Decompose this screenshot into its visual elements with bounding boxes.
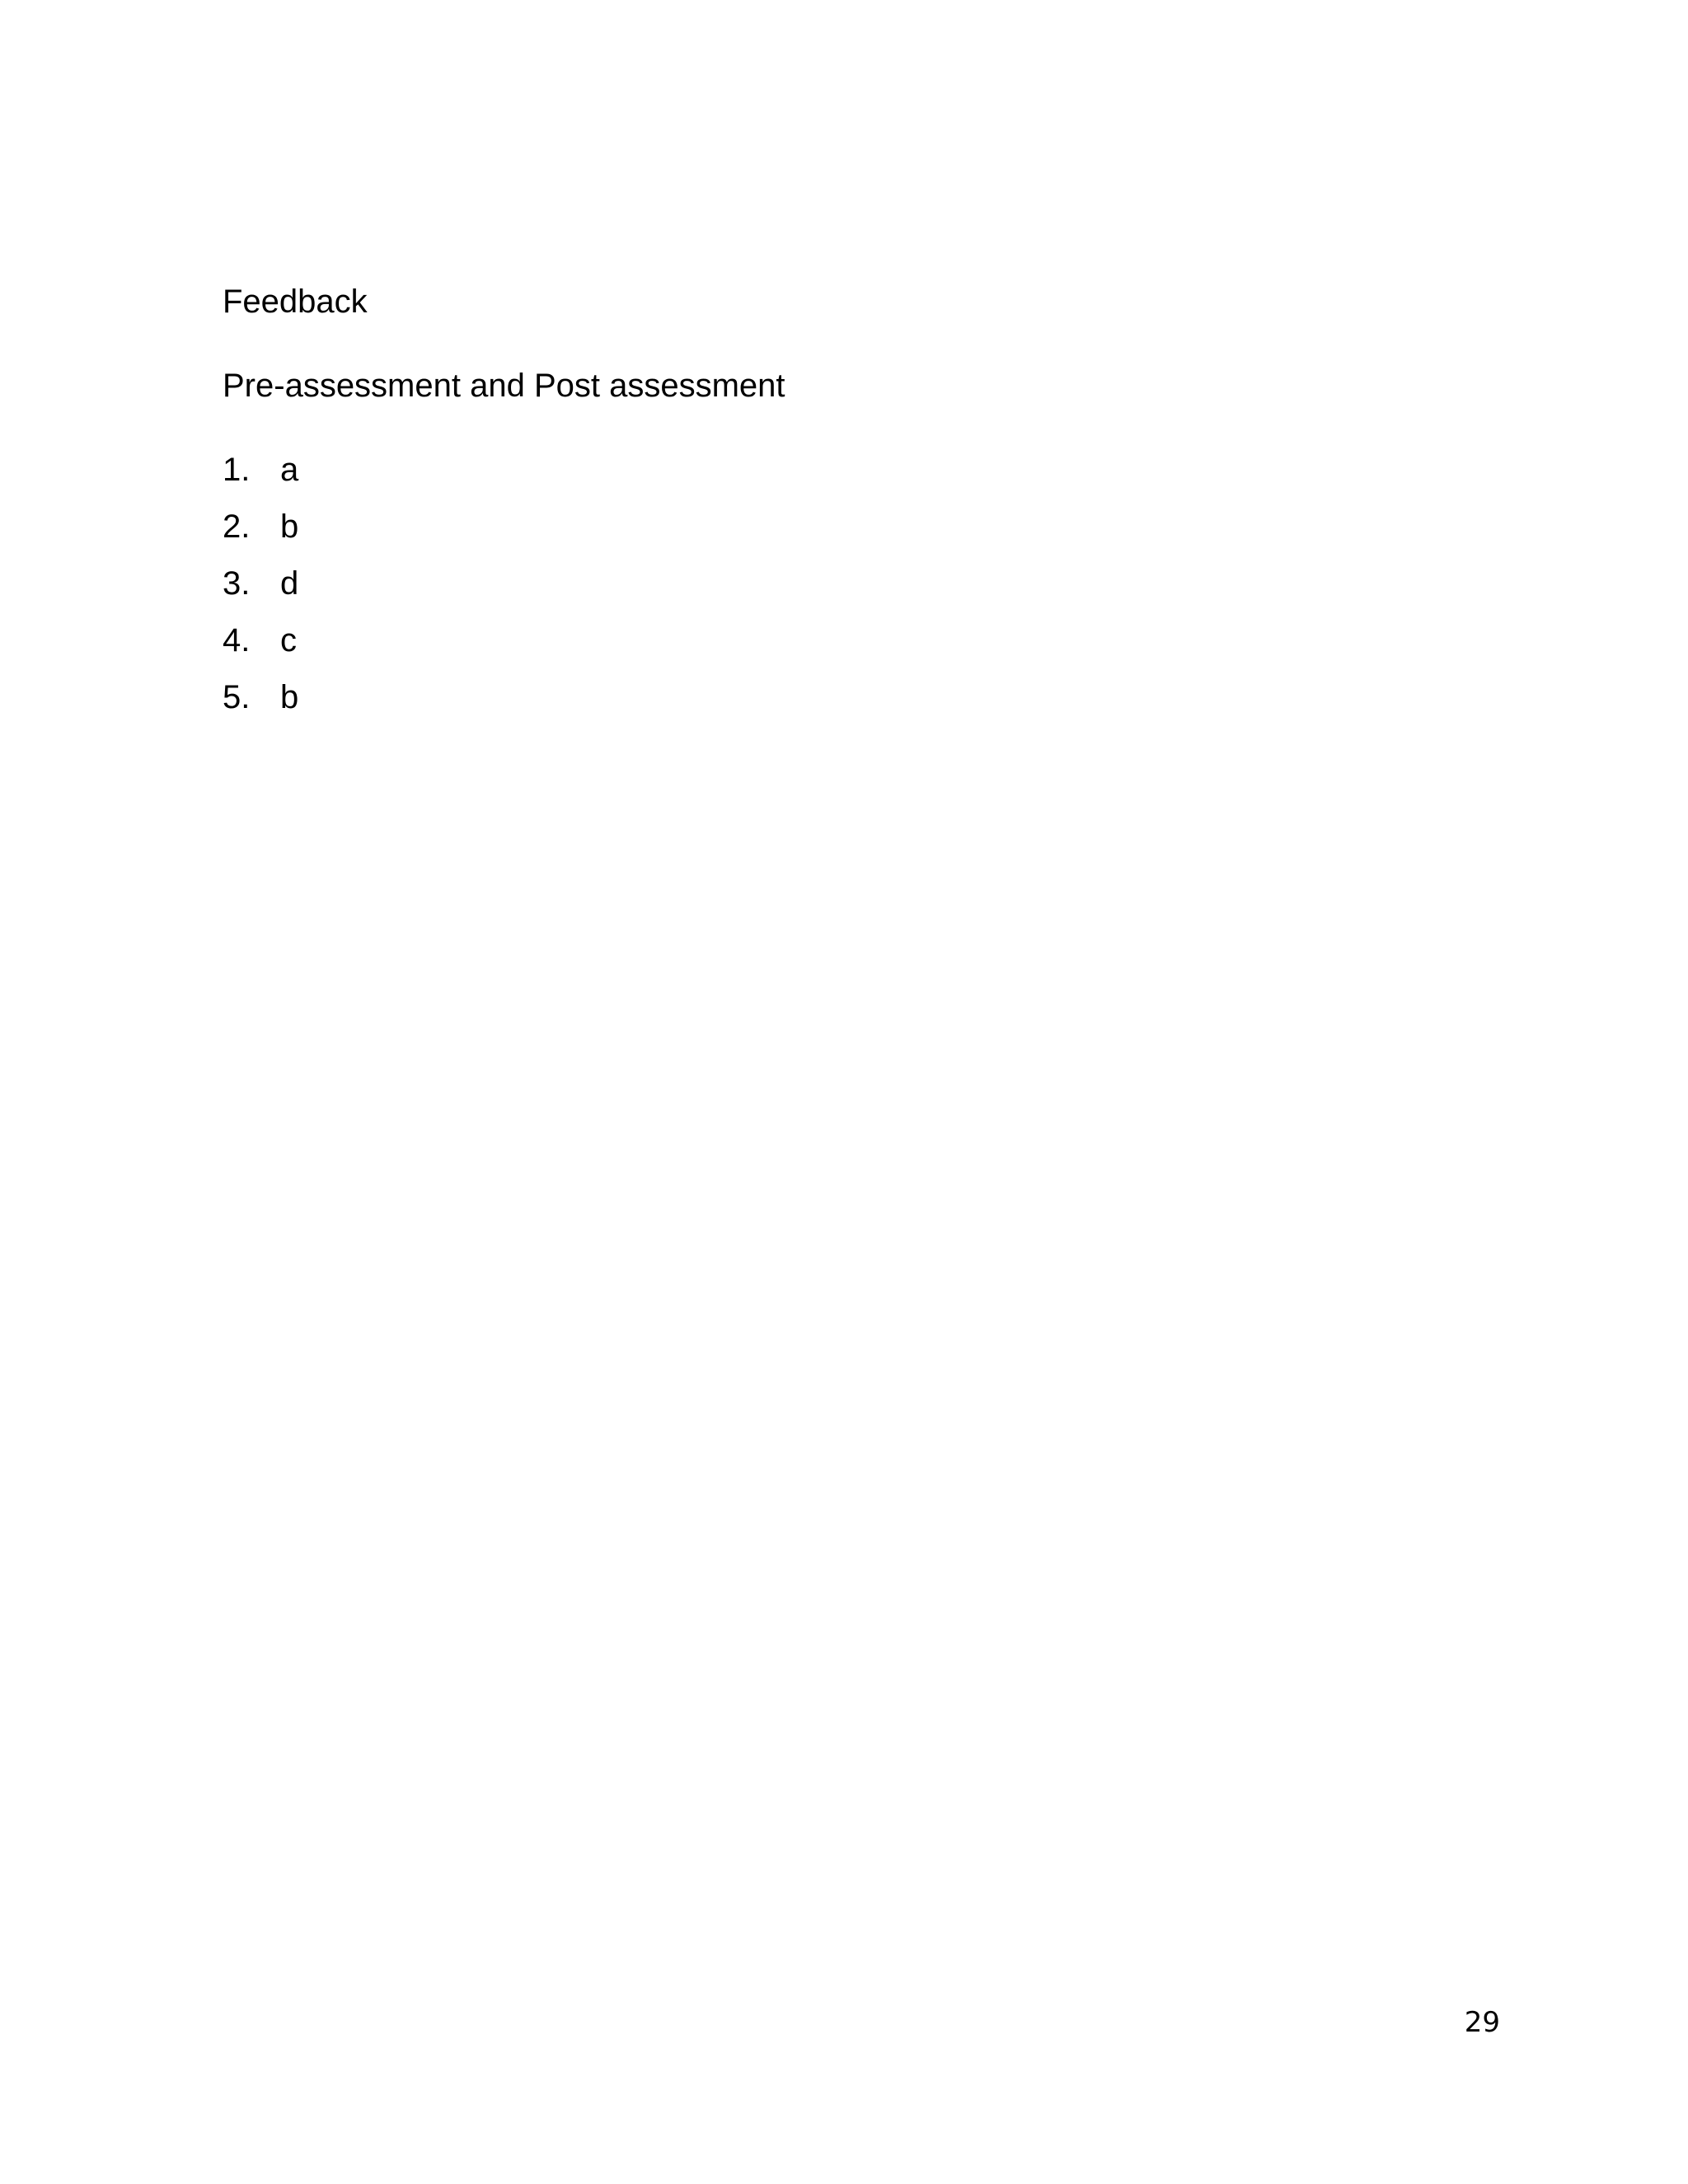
answer-number: 4. — [223, 622, 251, 658]
list-item — [223, 674, 1475, 731]
answer-value: b — [280, 679, 299, 715]
answer-number: 2. — [223, 509, 251, 545]
answer-value: a — [280, 452, 299, 488]
list-item — [223, 560, 1475, 617]
answer-list — [223, 447, 1475, 731]
answer-value: c — [280, 622, 297, 658]
answer-number: 5. — [223, 679, 251, 715]
list-item — [223, 617, 1475, 674]
section-heading: Feedback — [223, 284, 368, 320]
page-content — [223, 279, 1475, 731]
page-number: 29 — [1464, 2006, 1500, 2039]
list-item — [223, 447, 1475, 504]
answer-number: 3. — [223, 565, 251, 602]
list-item — [223, 504, 1475, 560]
answer-value: d — [280, 565, 299, 602]
section-subheading: Pre-assessment and Post assessment — [223, 368, 785, 404]
answer-value: b — [280, 509, 299, 545]
answer-number: 1. — [223, 452, 251, 488]
